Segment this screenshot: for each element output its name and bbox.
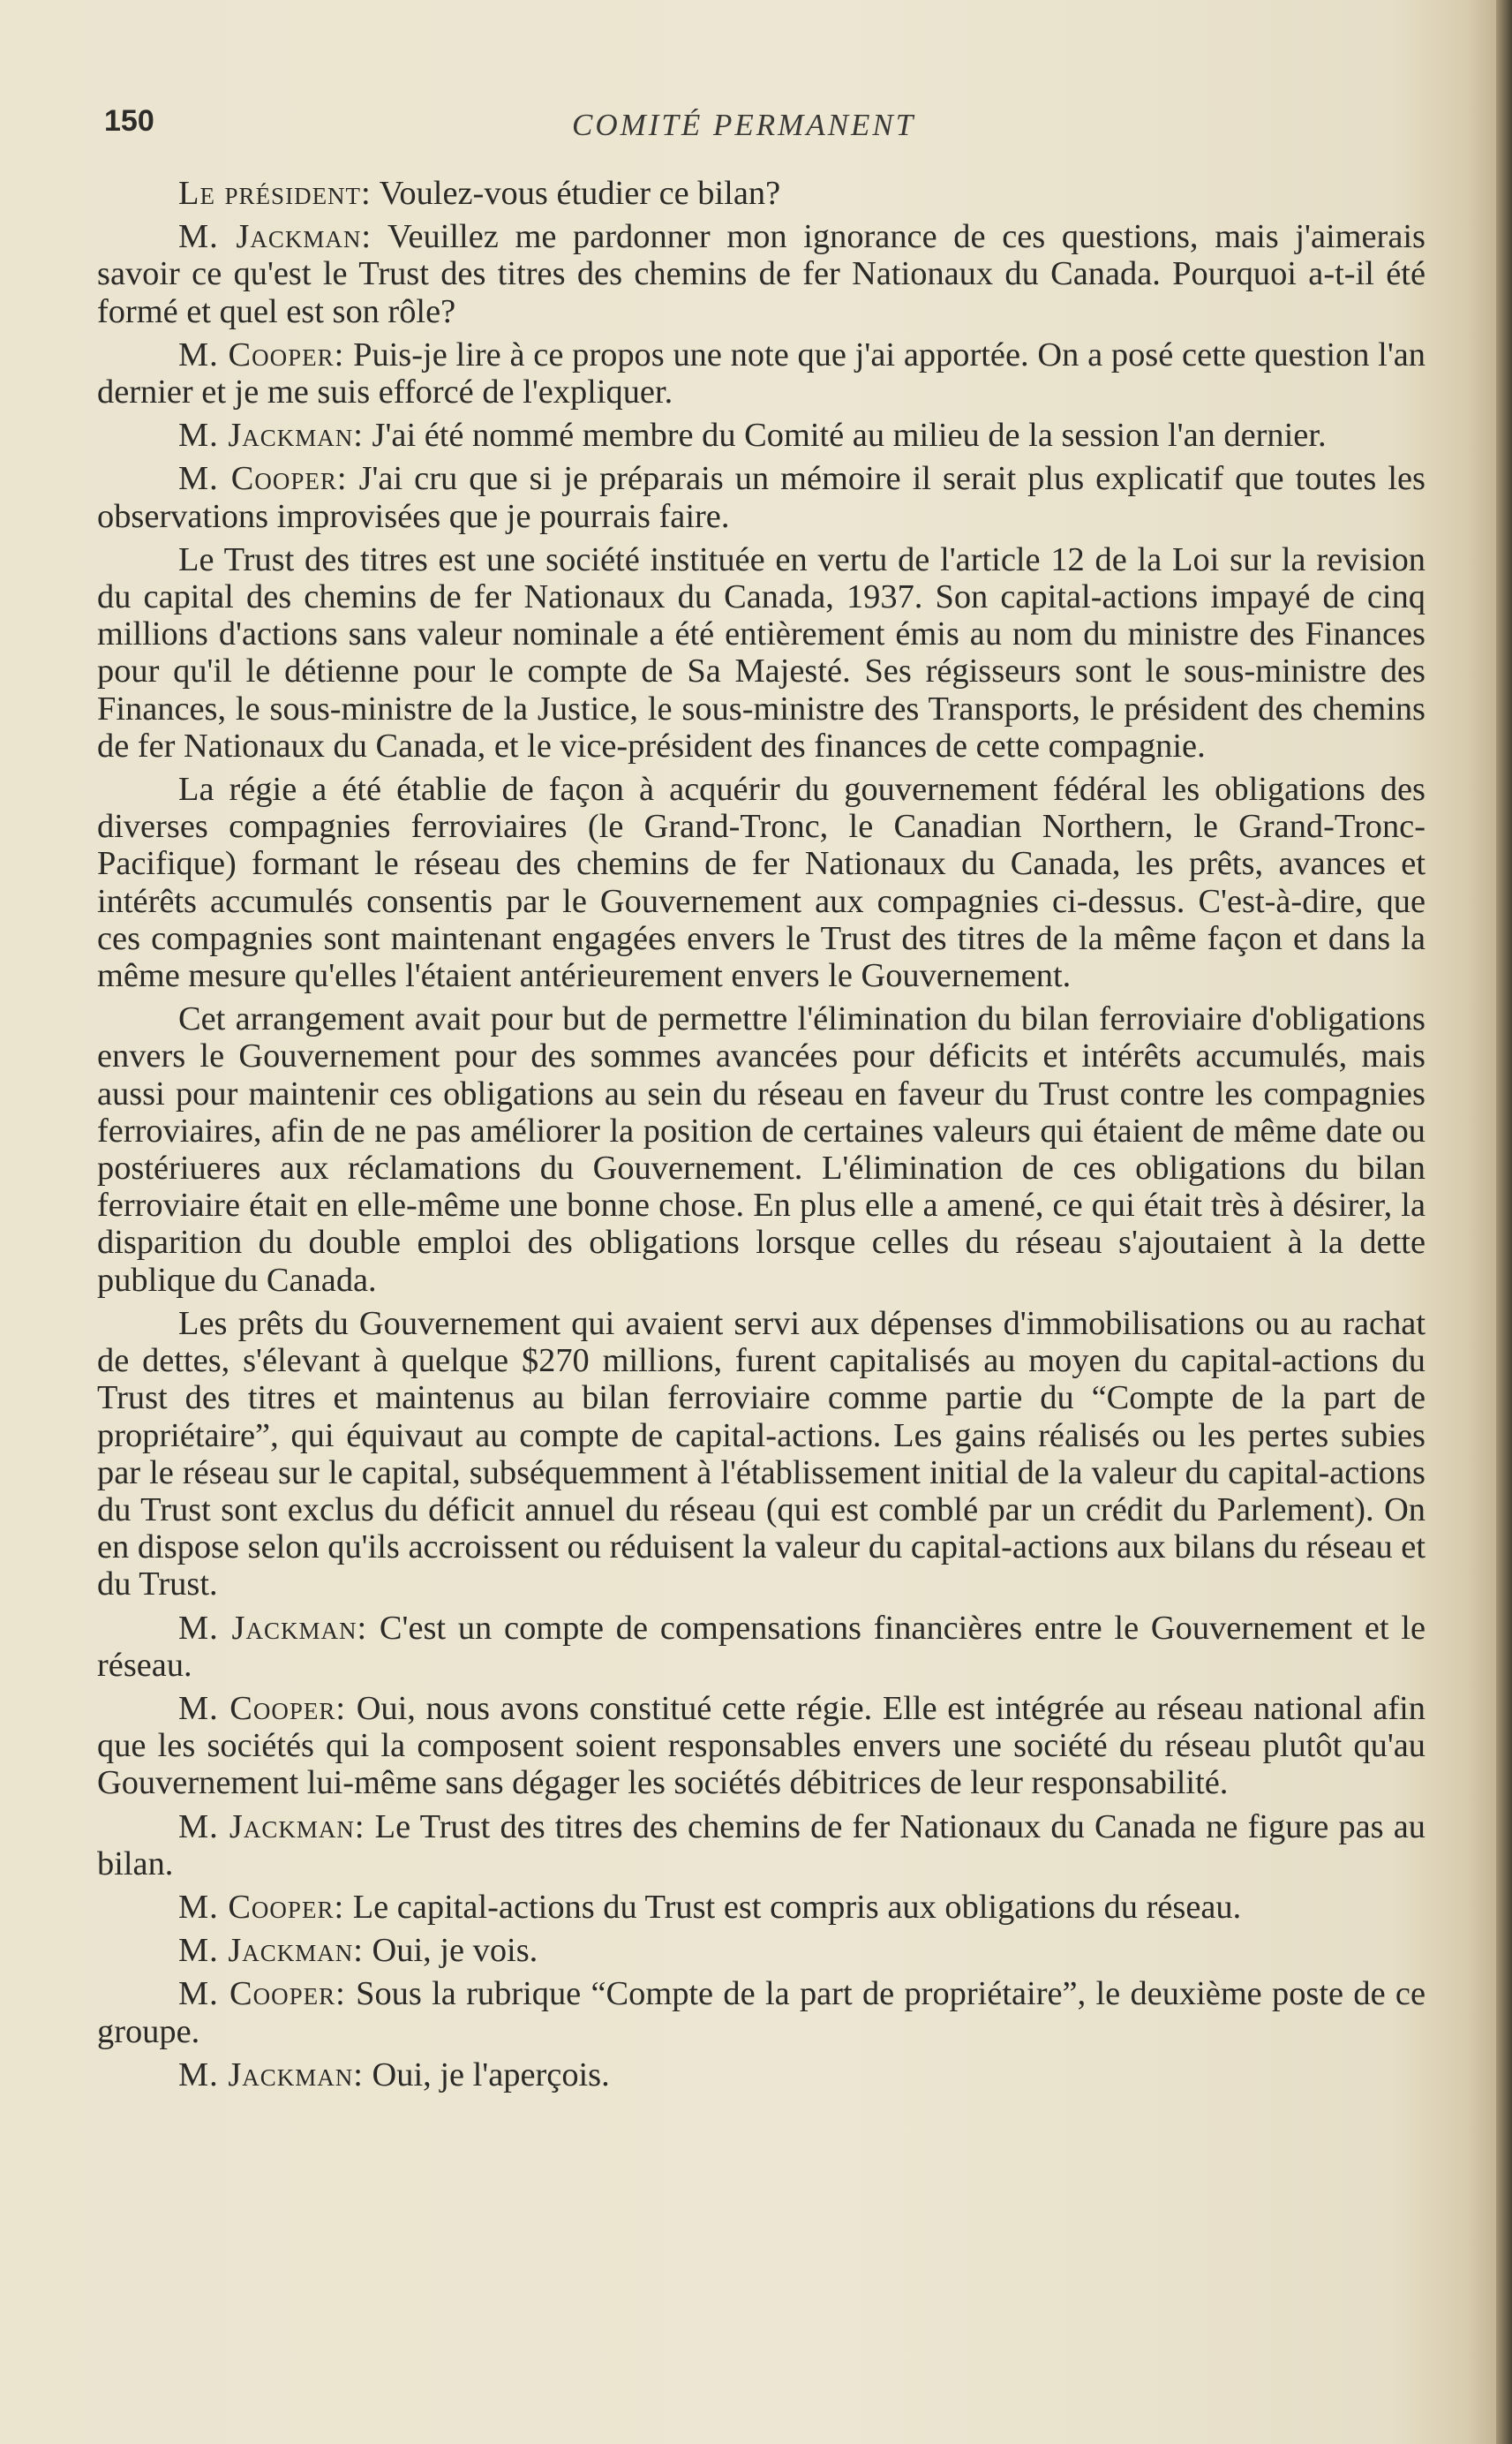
paragraph: [97, 1610, 1425, 1684]
paragraph: [97, 460, 1425, 534]
paragraph: [97, 541, 1425, 765]
speaker-name: M. Jackman:: [178, 1609, 368, 1647]
speaker-name: M. Jackman:: [178, 1932, 364, 1970]
paragraph-text: Oui, nous avons constitué cette régie. Elle est intégrée au réseau national afin que les sociétés qui la composent soient responsables envers une société du réseau plutôt qu'au Gouvernement lui-même sans dégager les sociétés débitrices de leur responsabilité.: [97, 1689, 1426, 1802]
paragraph-text: Sous la rubrique “Compte de la part de propriétaire”, le deuxième poste de ce groupe.: [97, 1975, 1425, 2050]
paragraph-text: Veuillez me pardonner mon ignorance de ces questions, mais j'aimerais savoir ce qu'est le Trust des titres des chemins de fer Nationaux du Canada. Pourquoi a-t-il été formé et quel est son rôle?: [97, 218, 1425, 330]
paragraph-text: La régie a été établie de façon à acquérir du gouvernement fédéral les obligations des diverses compagnies ferroviaires (le Grand-Tronc, le Canadian Northern, le Grand-Tronc-Pacifique) formant le réseau des chemins de fer Nationaux du Canada, les prêts, avances et intérêts accumulés consentis par le Gouvernement aux compagnies ci-dessus. C'est-à-dire, que ces compagnies sont maintenant engagées envers le Trust des titres de la même façon et dans la même mesure qu'elles l'étaient antérieurement envers le Gouvernement.: [97, 771, 1425, 995]
paragraph-text: C'est un compte de compensations financières entre le Gouvernement et le réseau.: [97, 1609, 1426, 1684]
page-number: 150: [104, 104, 154, 138]
paragraph: [97, 1889, 1425, 1926]
speaker-name: M. Cooper:: [178, 1689, 347, 1727]
paragraph-text: Le Trust des titres des chemins de fer Nationaux du Canada ne figure pas au bilan.: [97, 1807, 1425, 1882]
paragraph: [97, 1808, 1425, 1882]
paragraph: [97, 1932, 1425, 1969]
paragraph: [97, 2056, 1425, 2093]
paragraph: [97, 1000, 1425, 1299]
running-title: COMITÉ PERMANENT: [572, 108, 916, 142]
speaker-name: M. Cooper:: [178, 1888, 345, 1926]
speaker-name: M. Cooper:: [178, 460, 348, 498]
paragraph-text: Puis-je lire à ce propos une note que j'ai apportée. On a posé cette question l'an dernier et je me suis efforcé de l'expliquer.: [97, 336, 1425, 411]
page-header: [104, 104, 1428, 157]
speaker-name: M. Cooper:: [178, 336, 345, 373]
paragraph: [97, 1690, 1425, 1802]
paragraph-text: Voulez-vous étudier ce bilan?: [371, 175, 781, 212]
speaker-name: M. Jackman:: [178, 2056, 364, 2093]
paragraph: [97, 175, 1425, 212]
paragraph-text: J'ai cru que si je préparais un mémoire il serait plus explicatif que toutes les observations improvisées que je pourrais faire.: [97, 460, 1425, 535]
speaker-name: M. Jackman:: [178, 417, 364, 455]
paragraph-text: Les prêts du Gouvernement qui avaient servi aux dépenses d'immobilisations ou au rachat de dettes, s'élevant à quelque $270 millions, furent capitalisés au moyen du capital-actions du Trust des titres et maintenus au bilan ferroviaire comme partie du “Compte de la part de propriétaire”, qui équivaut au compte de capital-actions. Les gains réalisés ou les pertes subies par le réseau sur le capital, subséquemment à l'établissement initial de la valeur du capital-actions du Trust sont exclus du déficit annuel du réseau (qui est comblé par un crédit du Parlement). On en dispose selon qu'ils accroissent ou réduisent la valeur du capital-actions aux bilans du réseau et du Trust.: [97, 1304, 1425, 1603]
paragraph: [97, 1305, 1425, 1603]
paragraph: [97, 336, 1425, 411]
speaker-name: M. Cooper:: [178, 1975, 346, 2013]
transcript-body: [97, 175, 1425, 2100]
paragraph-text: Cet arrangement avait pour but de permettre l'élimination du bilan ferroviaire d'obligations envers le Gouvernement pour des sommes avancées pour déficits et intérêts accumulés, mais aussi pour maintenir ces obligations au sein du réseau en faveur du Trust contre les compagnies ferroviaires, afin de ne pas améliorer la position de certaines valeurs qui étaient de même date ou postériueres aux réclamations du Gouvernement. L'élimination de ces obligations du bilan ferroviaire était en elle-même une bonne chose. En plus elle a amené, ce qui était très à désirer, la disparition du double emploi des obligations lorsque celles du réseau s'ajoutaient à la dette publique du Canada.: [97, 1000, 1425, 1299]
paragraph-text: Oui, je vois.: [363, 1932, 538, 1970]
paragraph-text: J'ai été nommé membre du Comité au milieu de la session l'an dernier.: [363, 417, 1327, 455]
paragraph-text: Le Trust des titres est une société instituée en vertu de l'article 12 de la Loi sur la revision du capital des chemins de fer Nationaux du Canada, 1937. Son capital-actions impayé de cinq millions d'actions sans valeur nominale a été entièrement émis au nom du ministre des Finances pour qu'il le détienne pour le compte de Sa Majesté. Ses régisseurs sont le sous-ministre des Finances, le sous-ministre de la Justice, le sous-ministre des Transports, le président des chemins de fer Nationaux du Canada, et le vice-président des finances de cette compagnie.: [97, 540, 1425, 765]
paragraph: [97, 771, 1425, 994]
paragraph-text: Le capital-actions du Trust est compris aux obligations du réseau.: [344, 1888, 1242, 1926]
paragraph: [97, 218, 1425, 330]
speaker-name: Le président:: [178, 175, 372, 212]
speaker-name: M. Jackman:: [178, 1807, 365, 1845]
binding-edge: [1496, 0, 1512, 2444]
paragraph-text: Oui, je l'aperçois.: [363, 2056, 610, 2093]
paragraph: [97, 417, 1425, 454]
paragraph: [97, 1975, 1425, 2049]
speaker-name: M. Jackman:: [178, 218, 372, 256]
